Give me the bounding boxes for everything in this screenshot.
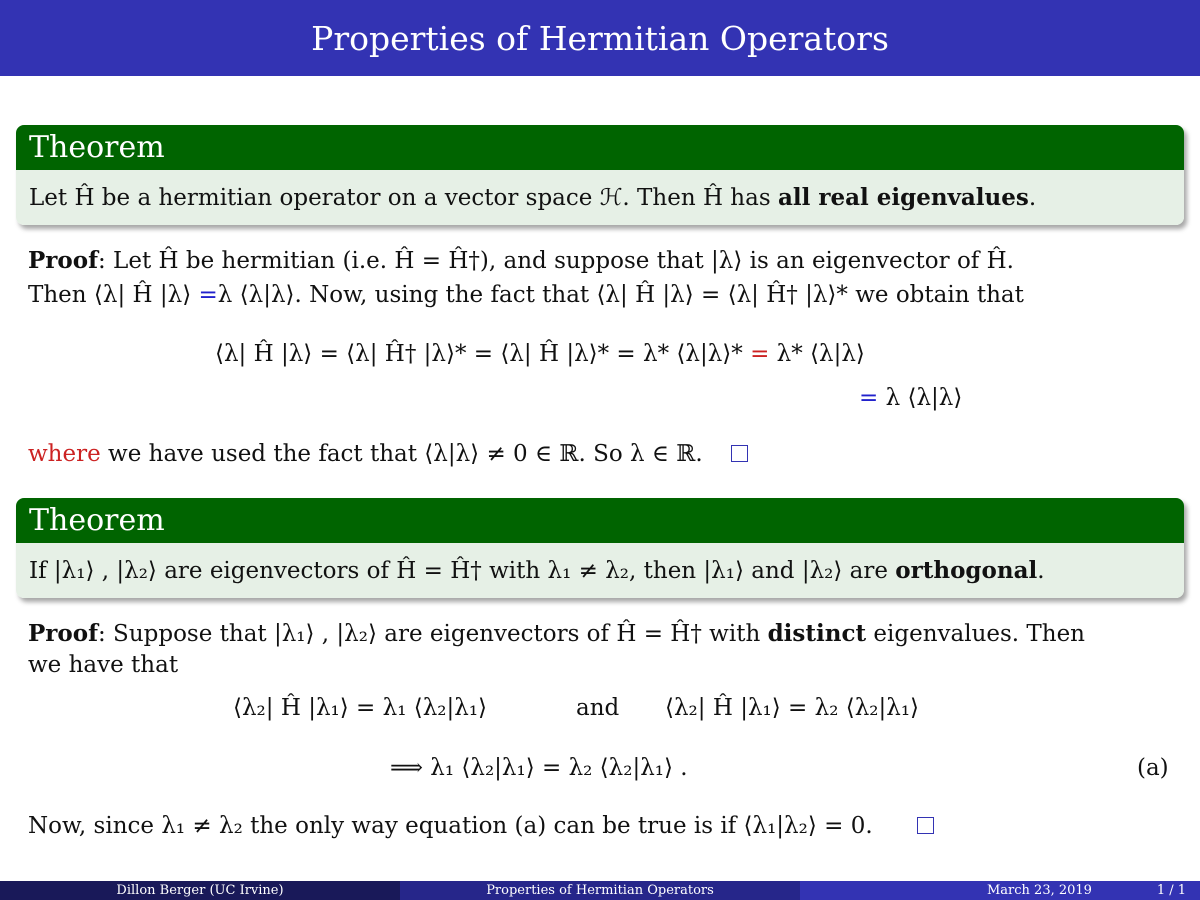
proof-line-2: we have that xyxy=(28,652,179,678)
theorem-statement: Let Ĥ be a hermitian operator on a vector space ℋ. Then Ĥ has all real eigenvalues. xyxy=(16,170,1184,225)
footer-author: Dillon Berger (UC Irvine) xyxy=(0,881,400,900)
footer-page-number: 1 / 1 xyxy=(1156,883,1186,898)
equation-right: ⟨λ₂| Ĥ |λ₁⟩ = λ₂ ⟨λ₂|λ₁⟩ xyxy=(665,695,920,721)
qed-icon xyxy=(917,817,934,834)
theorem-statement: If |λ₁⟩ , |λ₂⟩ are eigenvectors of Ĥ = Ĥ† with λ₁ ≠ λ₂, then |λ₁⟩ and |λ₂⟩ are orthogonal. xyxy=(16,543,1184,598)
theorem-title: Theorem xyxy=(16,498,1184,543)
proof-final: Now, since λ₁ ≠ λ₂ the only way equation (a) can be true is if ⟨λ₁|λ₂⟩ = 0. xyxy=(28,813,934,839)
equation-and: and xyxy=(576,695,620,721)
proof-label: Proof xyxy=(28,620,98,647)
theorem-title: Theorem xyxy=(16,125,1184,170)
equation-chain: ⟨λ| Ĥ |λ⟩ = ⟨λ| Ĥ† |λ⟩* = ⟨λ| Ĥ |λ⟩* = λ* ⟨λ|λ⟩* = λ* ⟨λ|λ⟩ xyxy=(215,341,865,367)
proof-line-1: Proof: Let Ĥ be hermitian (i.e. Ĥ = Ĥ†), and suppose that |λ⟩ is an eigenvector of Ĥ. xyxy=(28,247,1014,274)
equation-implies: ⟹ λ₁ ⟨λ₂|λ₁⟩ = λ₂ ⟨λ₂|λ₁⟩ . xyxy=(390,755,688,781)
footer-title: Properties of Hermitian Operators xyxy=(400,881,800,900)
theorem-block-1 xyxy=(16,125,1184,225)
footer-date: March 23, 2019 xyxy=(987,883,1092,898)
qed-icon xyxy=(731,445,748,462)
proof-label: Proof xyxy=(28,247,98,274)
equation-chain-continued: = λ ⟨λ|λ⟩ xyxy=(859,385,963,411)
equation-left: ⟨λ₂| Ĥ |λ₁⟩ = λ₁ ⟨λ₂|λ₁⟩ xyxy=(233,695,488,721)
footer-bar xyxy=(0,881,1200,900)
footer-right xyxy=(800,881,1200,900)
slide-title: Properties of Hermitian Operators xyxy=(0,0,1200,76)
proof-line-2: Then ⟨λ| Ĥ |λ⟩ =λ ⟨λ|λ⟩. Now, using the fact that ⟨λ| Ĥ |λ⟩ = ⟨λ| Ĥ† |λ⟩* we obtain that xyxy=(28,282,1024,308)
theorem-block-2 xyxy=(16,498,1184,598)
equation-tag: (a) xyxy=(1137,755,1169,781)
proof-line-1: Proof: Suppose that |λ₁⟩ , |λ₂⟩ are eigenvectors of Ĥ = Ĥ† with distinct eigenvalues. Then xyxy=(28,620,1085,647)
proof-conclusion: where we have used the fact that ⟨λ|λ⟩ ≠ 0 ∈ ℝ. So λ ∈ ℝ. xyxy=(28,441,748,467)
